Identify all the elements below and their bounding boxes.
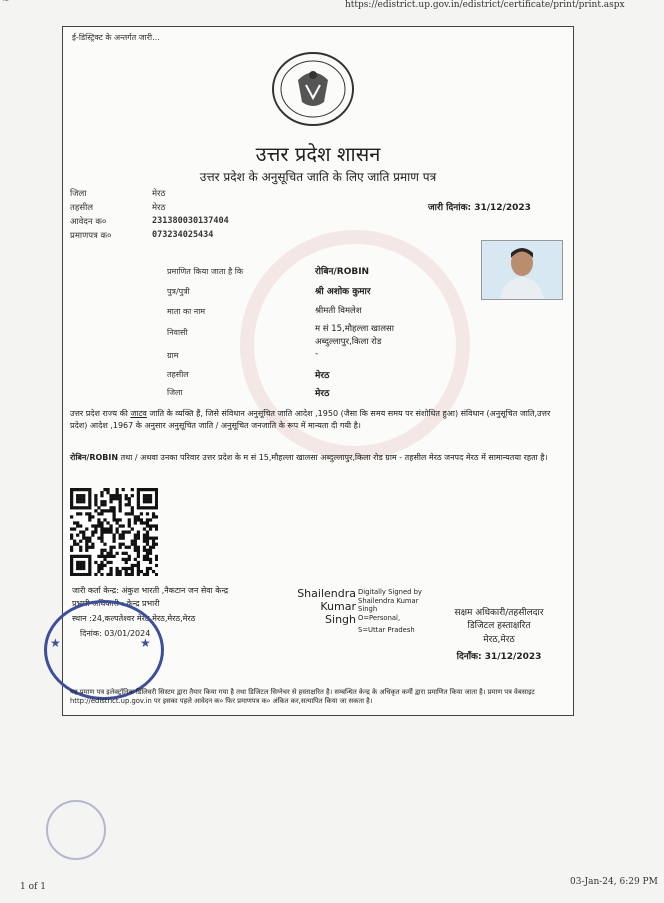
field-label-certified: प्रमाणित किया जाता है कि [167, 267, 244, 276]
authority-date: दिनाँक: 31/12/2023 [456, 652, 542, 662]
field-value-address-2: अब्दुल्लापुर,किला रोड [315, 337, 382, 347]
field-label-district: जिला [167, 388, 183, 397]
document-subtitle: उत्तर प्रदेश के अनुसूचित जाति के लिए जाति प्रमाण पत्र [199, 170, 437, 184]
certification-paragraph [70, 408, 565, 431]
field-value-mother: श्रीमती विमलेश [315, 306, 362, 316]
meta-label-certificate-no: प्रमाणपत्र क० [70, 231, 112, 241]
print-timestamp: 03-Jan-24, 6:29 PM [570, 877, 658, 887]
edistrict-note: ई-डिस्ट्रिक्ट के अन्तर्गत जारी... [72, 33, 160, 42]
signature-name-line: Shailendra [297, 587, 356, 600]
residence-paragraph [70, 452, 565, 464]
secondary-stamp [46, 800, 106, 860]
signature-info-line: O=Personal, [358, 613, 401, 622]
caste-name: जाटव [130, 409, 147, 418]
field-label-parent: पुत्र/पुत्री [167, 287, 190, 296]
document-title: उत्तर प्रदेश शासन [255, 142, 381, 166]
authority-title: सक्षम अधिकारी/तहसीलदार [454, 608, 544, 618]
page-url: https://edistrict.up.gov.in/edistrict/certificate/print/print.aspx [345, 0, 625, 10]
field-value-district: मेरठ [315, 389, 330, 399]
para-text-start: उत्तर प्रदेश राज्य की [70, 409, 131, 418]
field-label-tehsil: तहसील [167, 370, 189, 379]
meta-value-application-no: 231380030137404 [152, 216, 229, 226]
qr-code [70, 488, 158, 576]
meta-label-district: जिला [70, 189, 87, 199]
meta-value-tehsil: मेरठ [152, 203, 166, 213]
meta-label-application-no: आवेदन क० [70, 217, 107, 227]
para-text-rest: जाति के व्यक्ति हैं, जिसे संविधान अनुसूचित जाति आदेश ,1950 (जैसा कि समय समय पर संशोधित हुआ) संविधान (अनुसूचित जाति,उत्तर प्रदेश) आदेश ,1967 के अनुसार अनुसूचित जाति / अनुसूचित जनजाति के रूप में मान्यता दी गयी है। [70, 409, 551, 430]
field-value-village: - [315, 349, 319, 359]
digital-signature-info [358, 588, 422, 635]
signature-info-line: S=Uttar Pradesh [358, 626, 415, 634]
issuer-center: जारी कर्ता केन्द्र: अंकुश भारती ,नैकटान जन सेवा केन्द्र [72, 586, 229, 595]
issuer-officer: प्रभारी अधिकारी : केन्द्र प्रभारी [72, 599, 160, 608]
page-count: 1 of 1 [20, 882, 46, 892]
field-value-address-1: म सं 15,मौहल्ला खालसा [315, 324, 394, 334]
signature-info-line: Digitally Signed by [358, 588, 422, 596]
authority-digital: डिजिटल हस्ताक्षरित [467, 621, 531, 631]
issue-date: जारी दिनांक: 31/12/2023 [428, 203, 531, 213]
seal-star-icon-right: ★ [140, 636, 151, 650]
meta-value-district: मेरठ [152, 189, 166, 199]
field-label-resident: निवासी [167, 328, 188, 337]
field-label-mother: माता का नाम [167, 307, 206, 316]
field-label-village: ग्राम [167, 351, 179, 360]
meta-value-certificate-no: 073234025434 [152, 230, 214, 240]
browser-corner-text: ~ [2, 0, 10, 6]
meta-label-tehsil: तहसील [70, 203, 94, 213]
signature-info-line: Singh [358, 605, 378, 613]
signature-name-line: Singh [325, 613, 356, 626]
authority-place: मेरठ,मेरठ [483, 635, 515, 645]
applicant-photo [481, 240, 563, 300]
signature-info-line: Shailendra Kumar [358, 596, 419, 605]
state-emblem-icon [268, 50, 358, 132]
field-value-name: रोबिन/ROBIN [315, 267, 370, 277]
verification-note: यह प्रमाण पत्र इलेक्ट्रॉनिक डिलिवरी सिस्टम द्वारा तैयार किया गया है तथा डिजिटल सिग्नेचर से हस्ताक्षरित है। सम्बन्धित केन्द्र के अधिकृत कर्मी द्वारा प्रमाणित किया जाता है। प्रमाण पत्र वेबसाइट http://edistrict.up.gov.in पर इसका पहले आवेदन क० फिर प्रमाणपत्र क० अंकित कर,सत्यापित किया जा सकता है। [70, 688, 535, 705]
field-value-father: श्री अशोक कुमार [315, 287, 371, 297]
issuer-date: दिनांक: 03/01/2024 [80, 629, 151, 638]
seal-star-icon: ★ [50, 636, 61, 650]
residence-name: रोबिन/ROBIN [70, 453, 119, 462]
signature-name-line: Kumar [320, 600, 356, 613]
residence-text: तथा / अथवा उनका परिवार उत्तर प्रदेश के म सं 15,मौहल्ला खालसा अब्दुल्लापुर,किला रोड ग्राम - तहसील मेरठ जनपद मेरठ में सामान्यतया रहता है। [118, 453, 548, 462]
issuer-seal-stamp [44, 600, 164, 700]
signature-name [296, 587, 356, 626]
issuer-place: स्थान :24,कल्पतेश्वर मेरठ,मेरठ,मेरठ,मेरठ [72, 614, 196, 623]
field-value-tehsil: मेरठ [315, 371, 330, 381]
